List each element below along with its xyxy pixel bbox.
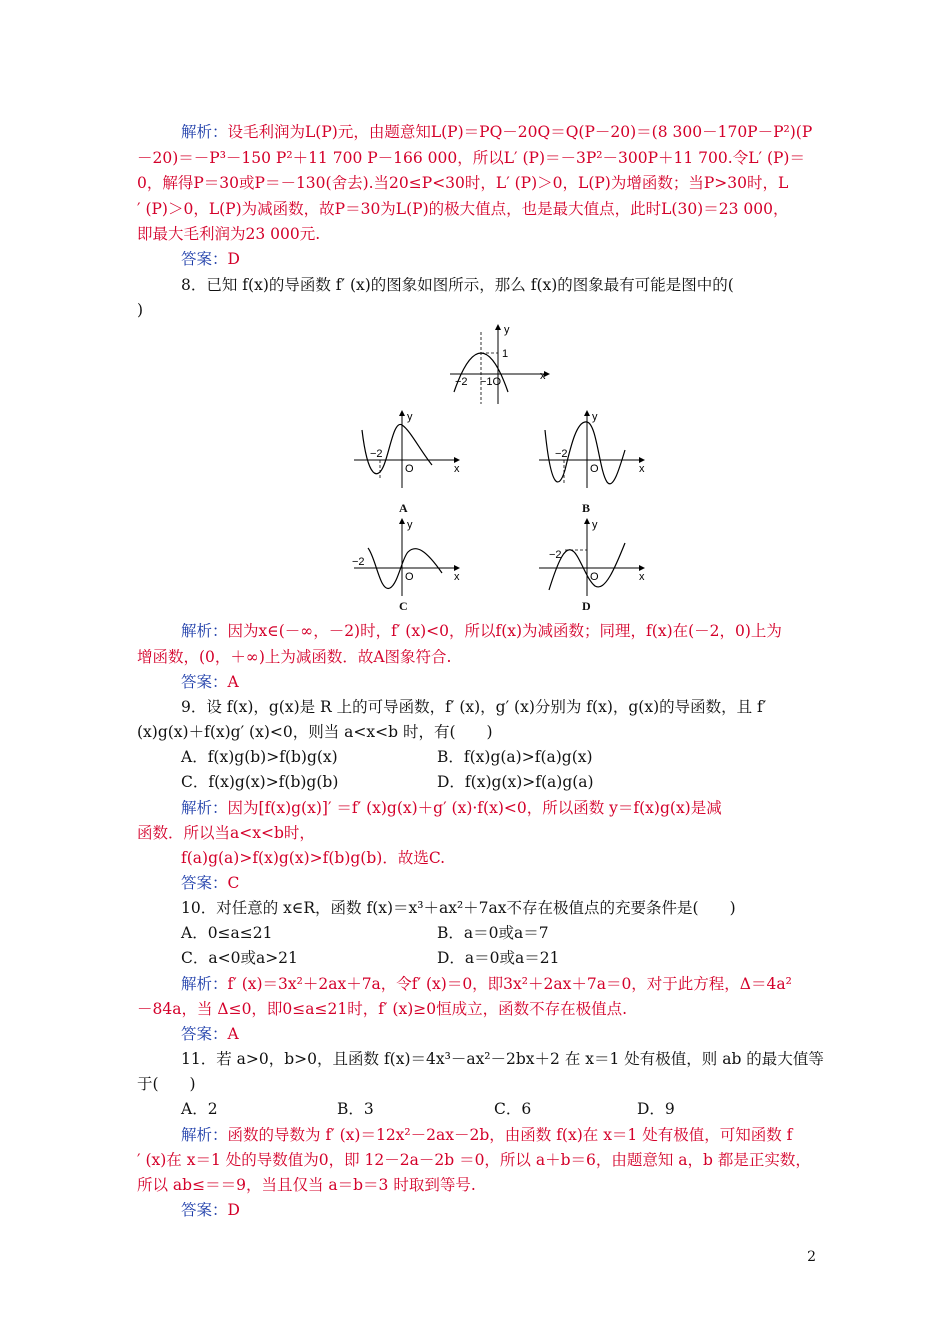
- q11-option-b: B．3: [337, 1100, 374, 1118]
- q10-option-a: A．0≤a≤21: [181, 924, 273, 942]
- option-d-caption: D: [582, 599, 591, 613]
- q11-option-a: A．2: [181, 1100, 218, 1118]
- q11-analysis-line1: 解析：函数的导数为 f′ (x)＝12x²－2ax－2b，由函数 f(x)在 x＝1 处有极值，可知函数 f: [181, 1126, 793, 1144]
- page-number: 2: [807, 1249, 816, 1265]
- q10-analysis-line2: －84a，当 Δ≤0，即0≤a≤21时，f′ (x)≥0恒成立，函数不存在极值点.: [137, 1000, 628, 1018]
- svg-text:y: y: [407, 411, 413, 423]
- q8-stem-line2: ): [137, 301, 144, 319]
- q11-analysis-line3: 所以 ab≤＝＝9，当且仅当 a＝b＝3 时取到等号.: [137, 1176, 476, 1194]
- svg-text:y: y: [407, 519, 413, 531]
- q11-option-d: D．9: [637, 1100, 675, 1118]
- label-neg-two: −2: [455, 376, 468, 388]
- svg-text:x: x: [639, 571, 645, 583]
- q9-analysis-line1: 解析：因为[f(x)g(x)]′ ＝f′ (x)g(x)＋g′ (x)·f(x)<0，所以函数 y＝f(x)g(x)是减: [181, 799, 722, 817]
- svg-text:x: x: [639, 463, 645, 475]
- svg-text:x: x: [454, 571, 460, 583]
- label-neg-one-origin: −1O: [480, 376, 502, 388]
- q8-answer: 答案：A: [181, 673, 239, 691]
- q8-stem-line1: 8．已知 f(x)的导函数 f′ (x)的图象如图所示，那么 f(x)的图象最有可能是图中的(: [181, 276, 734, 294]
- svg-text:−2: −2: [549, 549, 562, 561]
- q10-stem: 10．对任意的 x∈R，函数 f(x)＝x³＋ax²＋7ax不存在极值点的充要条件是( ): [181, 899, 736, 917]
- svg-text:−2: −2: [555, 448, 568, 460]
- analysis-label: 解析：: [181, 123, 228, 141]
- svg-text:−2: −2: [370, 448, 383, 460]
- q9-analysis-line2: 函数．所以当a<x<b时，: [137, 824, 315, 842]
- q11-stem-line1: 11．若 a>0，b>0，且函数 f(x)＝4x³－ax²－2bx＋2 在 x＝1 处有极值，则 ab 的最大值等: [181, 1050, 824, 1068]
- q9-option-c: C．f(x)g(x)>f(b)g(b): [181, 773, 339, 791]
- q11-option-c: C．6: [494, 1100, 532, 1118]
- q7-answer: 答案：D: [181, 250, 240, 268]
- label-one: 1: [502, 348, 509, 360]
- q9-stem-line2: (x)g(x)＋f(x)g′ (x)<0，则当 a<x<b 时，有( ): [137, 723, 493, 741]
- q9-option-b: B．f(x)g(a)>f(a)g(x): [437, 748, 593, 766]
- q11-stem-line2: 于( ): [137, 1075, 196, 1093]
- svg-text:x: x: [454, 463, 460, 475]
- q7-analysis-line1: 解析：设毛利润为L(P)元，由题意知L(P)＝PQ－20Q＝Q(P－20)＝(8 300－170P－P²)(P: [181, 123, 813, 141]
- q7-analysis-line3: 0，解得P＝30或P＝－130(舍去).当20≤P<30时，L′ (P)＞0，L(P)为增函数；当P>30时，L: [137, 174, 789, 192]
- q9-answer: 答案：C: [181, 874, 240, 892]
- q10-option-d: D．a＝0或a＝21: [437, 949, 560, 967]
- derivative-graph: [446, 322, 556, 411]
- svg-text:O: O: [405, 463, 414, 475]
- q8-analysis-line2: 增函数，(0，＋∞)上为减函数．故A图象符合.: [137, 648, 452, 666]
- q10-analysis-line1: 解析：f′ (x)＝3x²＋2ax＋7a，令f′ (x)＝0，即3x²＋2ax＋7a＝0，对于此方程，Δ＝4a²: [181, 975, 792, 993]
- q9-analysis-line3: f(a)g(a)>f(x)g(x)>f(b)g(b)．故选C.: [181, 849, 446, 867]
- q10-option-c: C．a<0或a>21: [181, 949, 298, 967]
- option-c-caption: C: [399, 599, 408, 613]
- x-label: x: [540, 370, 546, 382]
- option-d-graph: [535, 518, 655, 602]
- svg-text:O: O: [590, 571, 599, 583]
- svg-text:O: O: [405, 571, 414, 583]
- q7-analysis-line2: －20)＝－P³－150 P²＋11 700 P－166 000，所以L′ (P)＝－3P²－300P＋11 700.令L′ (P)＝: [137, 149, 805, 167]
- y-label: y: [504, 324, 510, 336]
- q11-analysis-line2: ′ (x)在 x＝1 处的导数值为0，即 12－2a－2b ＝0，所以 a＋b＝6，由题意知 a，b 都是正实数，: [137, 1151, 811, 1169]
- option-b-caption: B: [582, 501, 591, 515]
- svg-text:y: y: [592, 411, 598, 423]
- q11-answer: 答案：D: [181, 1201, 240, 1219]
- q7-analysis-line4: ′ (P)＞0，L(P)为减函数，故P＝30为L(P)的极大值点，也是最大值点，此时L(30)＝23 000，: [137, 200, 789, 218]
- q7-analysis-line5: 即最大毛利润为23 000元.: [137, 225, 321, 243]
- q10-answer: 答案：A: [181, 1025, 239, 1043]
- option-b-graph: [535, 410, 655, 494]
- svg-text:O: O: [590, 463, 599, 475]
- option-a-caption: A: [399, 501, 408, 515]
- q9-stem-line1: 9．设 f(x)，g(x)是 R 上的可导函数，f′ (x)，g′ (x)分别为 f(x)，g(x)的导函数，且 f′: [181, 698, 767, 716]
- option-a-graph: [350, 410, 470, 494]
- option-c-graph: [350, 518, 470, 602]
- svg-text:−2: −2: [352, 556, 365, 568]
- q8-analysis-line1: 解析：因为x∈(－∞，－2)时，f′ (x)<0，所以f(x)为减函数；同理，f(x)在(－2，0)上为: [181, 622, 782, 640]
- q9-option-a: A．f(x)g(b)>f(b)g(x): [181, 748, 338, 766]
- q9-option-d: D．f(x)g(x)>f(a)g(a): [437, 773, 594, 791]
- q10-option-b: B．a＝0或a＝7: [437, 924, 549, 942]
- svg-text:y: y: [592, 519, 598, 531]
